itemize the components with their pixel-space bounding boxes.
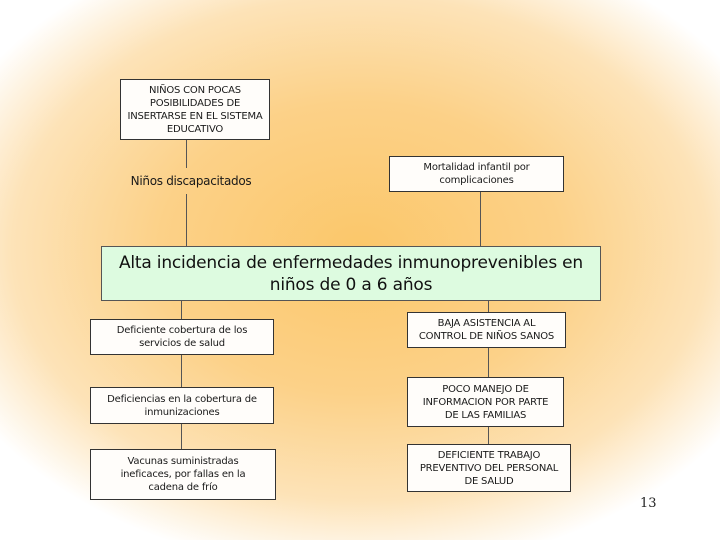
cause-left-1-text: Deficiente cobertura de los servicios de salud [116,325,248,349]
central-problem-text: Alta incidencia de enfermedades inmunoprevenibles en niños de 0 a 6 años [118,252,584,295]
connector-left-effect-to-problem [186,194,187,246]
effect-box-left [118,168,264,194]
cause-left-2-text: Deficiencias en la cobertura de inmunizaciones [107,393,257,418]
cause-box-left-1 [90,319,274,355]
cause-box-right-2 [407,377,564,427]
connector-right-effect-to-problem [480,192,481,246]
consequence-box-top [120,79,270,140]
cause-right-3-text: DEFICIENTE TRABAJO PREVENTIVO DEL PERSONAL DE SALUD [419,449,559,487]
central-problem-box [101,246,601,301]
page-number: 13 [640,496,657,511]
cause-box-left-2 [90,387,274,424]
effect-box-right [389,156,564,192]
cause-box-right-1 [407,312,566,348]
cause-box-right-3 [407,444,571,492]
cause-right-1-text: BAJA ASISTENCIA AL CONTROL DE NIÑOS SANOS [418,318,555,342]
connector-top-to-left-effect [186,140,187,168]
cause-box-left-3 [90,449,276,500]
effect-right-text: Mortalidad infantil por complicaciones [423,162,530,186]
cause-right-2-text: POCO MANEJO DE INFORMACION POR PARTE DE LAS FAMILIAS [422,383,549,421]
consequence-top-text: NIÑOS CON POCAS POSIBILIDADES DE INSERTARSE EN EL SISTEMA EDUCATIVO [127,84,263,135]
cause-left-3-text: Vacunas suministradas ineficaces, por fallas en la cadena de frío [120,456,246,493]
effect-left-text: Niños discapacitados [130,173,252,188]
